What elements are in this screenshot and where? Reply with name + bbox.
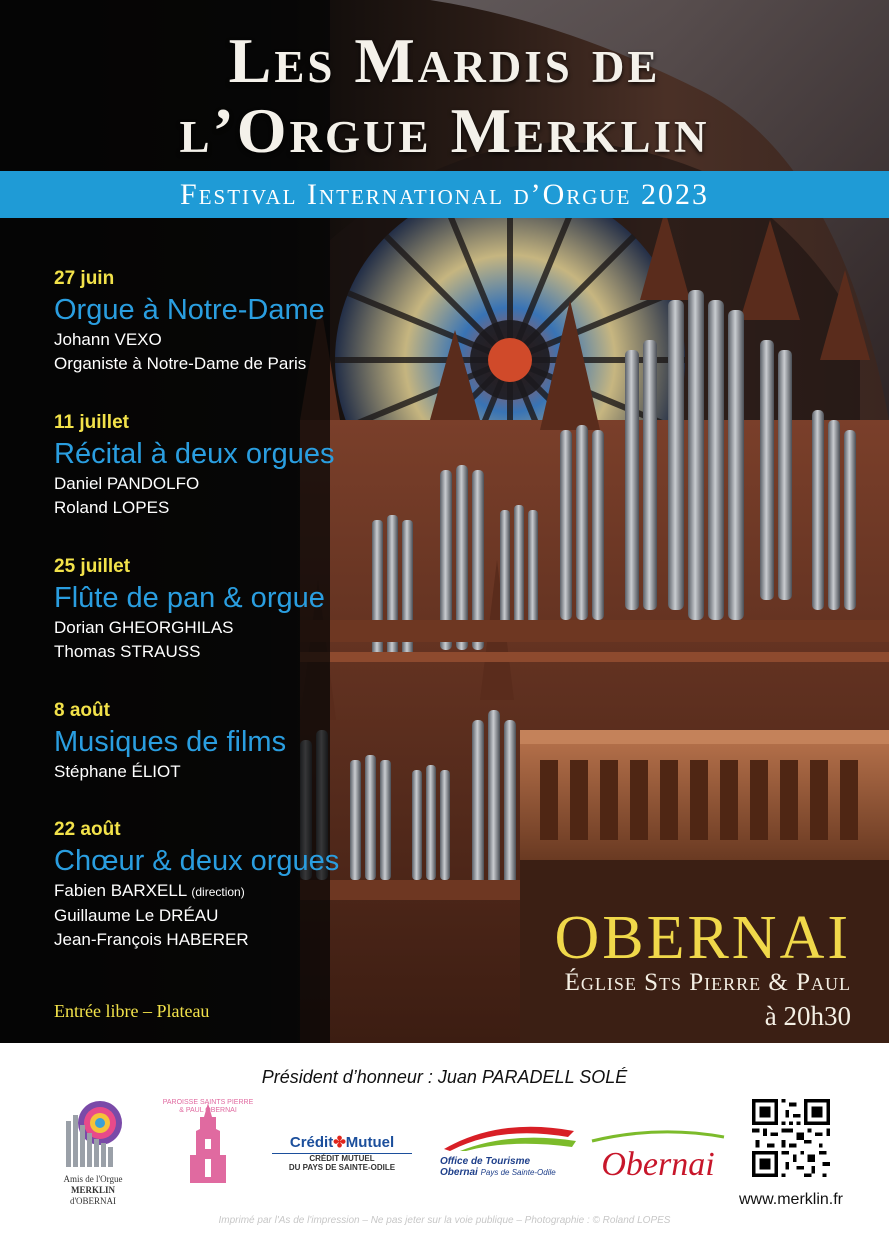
event-date: 11 juillet xyxy=(54,412,129,433)
office-line-1: Office de Tourisme xyxy=(440,1156,531,1167)
qr-code[interactable] xyxy=(752,1099,830,1177)
event-performer: Thomas STRAUSS xyxy=(54,642,201,661)
event-title: Flûte de pan & orgue xyxy=(54,582,325,614)
event-title: Chœur & deux orgues xyxy=(54,845,340,877)
event-performer: Johann VEXO xyxy=(54,330,162,349)
office-tourisme-logo xyxy=(440,1121,580,1178)
event-date: 27 juin xyxy=(54,268,115,289)
print-credits: Imprimé par l'As de l'impression – Ne pas jeter sur la voie publique – Photographie : © Roland LOPES xyxy=(218,1215,671,1226)
website-link[interactable]: www.merklin.fr xyxy=(738,1191,843,1208)
venue-block xyxy=(554,904,851,1034)
event-date: 25 juillet xyxy=(54,556,131,577)
event-performer: Jean-François HABERER xyxy=(54,930,249,949)
event-3 xyxy=(54,554,325,664)
swoosh-icon xyxy=(440,1121,580,1151)
event-performer: Daniel PANDOLFO xyxy=(54,474,200,493)
poster-title xyxy=(0,26,889,166)
event-date: 8 août xyxy=(54,700,110,721)
title-line-1: Les Mardis de xyxy=(228,25,661,96)
obernai-logo xyxy=(588,1129,728,1182)
credit-sub-1: CRÉDIT MUTUEL xyxy=(309,1154,375,1163)
amis-caption-1: Amis de l'Orgue xyxy=(63,1174,123,1184)
festival-banner-text: Festival International d’Orgue 2023 xyxy=(180,178,709,211)
venue-time: à 20h30 xyxy=(764,1001,851,1031)
event-4 xyxy=(54,698,286,784)
amis-orgue-logo xyxy=(58,1099,128,1207)
event-performer: Dorian GHEORGHILAS xyxy=(54,618,234,637)
qr-code-icon xyxy=(752,1099,830,1177)
title-line-2: l’Orgue Merklin xyxy=(179,95,710,166)
paroisse-text: PAROISSE SAINTS PIERRE & PAUL OBERNAI xyxy=(162,1099,254,1114)
event-title: Musiques de films xyxy=(54,726,287,758)
venue-city: OBERNAI xyxy=(554,904,851,972)
event-performer: Guillaume Le DRÉAU xyxy=(54,906,219,925)
event-title: Récital à deux orgues xyxy=(54,438,335,470)
obernai-wordmark: Obernai xyxy=(601,1146,715,1183)
event-performer: Stéphane ÉLIOT xyxy=(54,762,181,781)
event-performer: Roland LOPES xyxy=(54,498,170,517)
honorary-president: Président d’honneur : Juan PARADELL SOLÉ xyxy=(261,1067,628,1087)
event-performer xyxy=(54,879,339,904)
performer-name: Fabien BARXELL xyxy=(54,881,187,900)
festival-banner xyxy=(0,171,889,218)
event-date: 22 août xyxy=(54,819,121,840)
obernai-swoosh-icon xyxy=(588,1129,728,1143)
amis-caption-2: MERKLIN xyxy=(70,1185,115,1195)
credit-mutuel-wordmark xyxy=(262,1133,422,1151)
event-1 xyxy=(54,266,325,376)
office-city: Obernai xyxy=(440,1167,478,1178)
amis-caption-3: d'OBERNAI xyxy=(69,1196,117,1206)
sponsor-footer xyxy=(0,1043,889,1250)
credit-mutuel-logo xyxy=(262,1133,422,1172)
event-2 xyxy=(54,410,335,520)
performer-role: (direction) xyxy=(191,885,245,899)
credit-sub-2: DU PAYS DE SAINTE-ODILE xyxy=(288,1163,396,1172)
office-line-2 xyxy=(440,1167,580,1178)
credit-word: Crédit xyxy=(289,1134,334,1151)
paroisse-logo xyxy=(160,1099,256,1195)
office-region: Pays de Sainte-Odile xyxy=(480,1168,556,1177)
credit-mutuel-icon: ✤ xyxy=(333,1134,346,1151)
event-performer: Organiste à Notre-Dame de Paris xyxy=(54,354,307,373)
event-title: Orgue à Notre-Dame xyxy=(54,294,325,326)
venue-church: Église Sts Pierre & Paul xyxy=(564,969,851,996)
entry-info: Entrée libre – Plateau xyxy=(54,1001,210,1021)
mutuel-word: Mutuel xyxy=(345,1134,395,1151)
organ-pipes-icon xyxy=(58,1099,128,1169)
event-5 xyxy=(54,817,339,952)
